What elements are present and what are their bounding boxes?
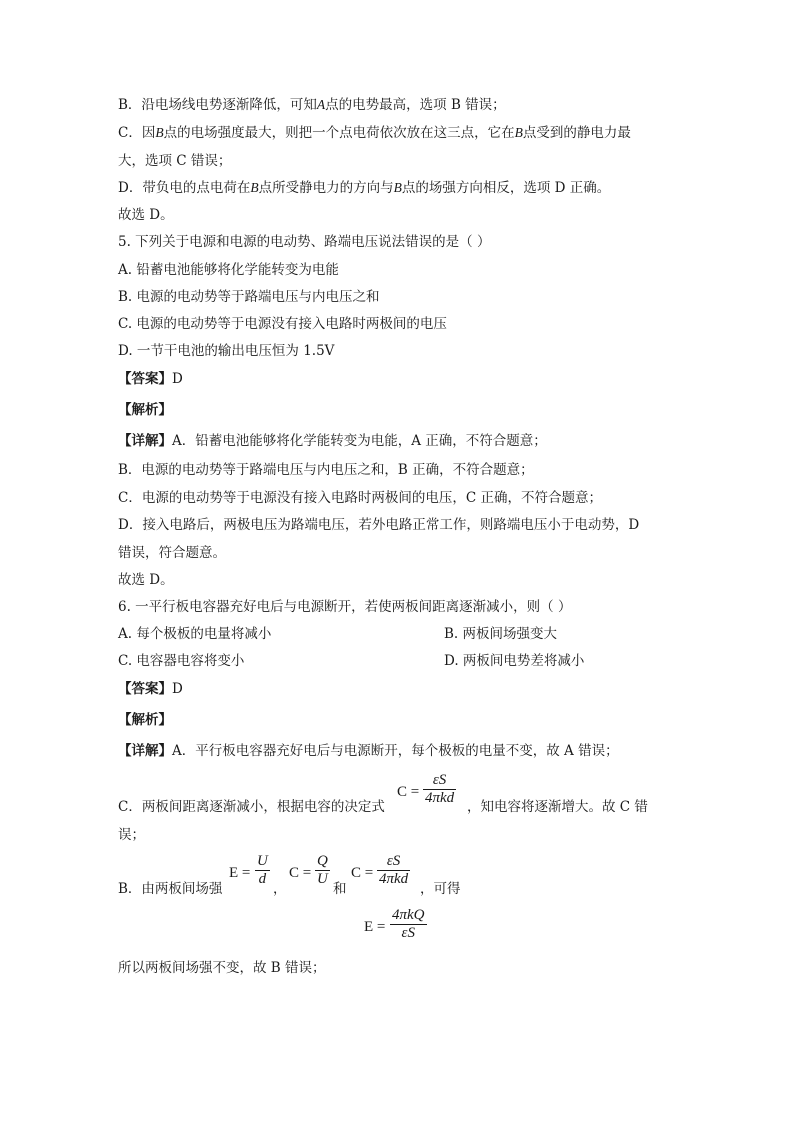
denominator: 4πkd: [425, 790, 455, 806]
capacitance-formula: [397, 772, 465, 816]
q5-option-b: B. 电源的电动势等于路端电压与内电压之和: [118, 289, 380, 305]
q6-detail-b-tail: ，可得: [420, 881, 461, 897]
detail-tag: 【详解】: [118, 743, 172, 759]
answer-value: D: [172, 371, 183, 387]
field-formula-e: [229, 853, 275, 897]
q5-answer: [118, 370, 183, 388]
text: 点的电势最高，选项 B 错误；: [325, 97, 506, 113]
denominator: d: [255, 870, 270, 888]
q5-analysis-tag: 【解析】: [118, 402, 172, 418]
answer-value: D: [172, 681, 183, 697]
question-5-stem: 5. 下列关于电源和电源的电动势、路端电压说法错误的是（ ）: [118, 234, 491, 250]
formula-lhs: C =: [351, 865, 374, 881]
q6-answer: [118, 680, 183, 698]
q5-option-c: C. 电源的电动势等于电源没有接入电路时两极间的电压: [118, 316, 447, 332]
var: B: [393, 180, 402, 195]
q6-conclusion: 所以两板间场强不变，故 B 错误；: [118, 960, 326, 976]
text: A．铅蓄电池能够将化学能转变为电能，A 正确，不符合题意；: [172, 433, 547, 449]
q6-detail-c-cont: 误；: [118, 827, 145, 843]
q5-detail-a: [118, 432, 547, 450]
option-c-explanation-cont: 大，选项 C 错误；: [118, 153, 232, 169]
denominator: U: [317, 871, 328, 887]
option-b-explanation: [118, 96, 506, 114]
select-answer: 故选 D。: [118, 207, 174, 223]
numerator: εS: [386, 853, 401, 869]
numerator: εS: [432, 772, 447, 788]
q6-detail-a: [118, 742, 619, 760]
and-text: 和: [333, 881, 347, 897]
numerator: U: [257, 853, 268, 869]
numerator: Q: [317, 853, 328, 869]
q6-option-c: C. 电容器电容将变小: [118, 653, 245, 669]
result-formula: [364, 907, 444, 951]
comma: ，: [273, 881, 287, 897]
text: 点所受静电力的方向与: [258, 180, 394, 196]
q6-option-a: A. 每个极板的电量将减小: [118, 626, 272, 642]
q5-option-d: D. 一节干电池的输出电压恒为 1.5V: [118, 343, 335, 359]
formula-fraction: [315, 853, 330, 888]
q6-analysis-tag: 【解析】: [118, 712, 172, 728]
formula-lhs: E =: [229, 865, 251, 881]
denominator: 4πkd: [379, 871, 409, 887]
formula-fraction: [255, 853, 270, 888]
formula-fraction: [423, 772, 456, 807]
formula-fraction: [390, 907, 427, 942]
text: B．沿电场线电势逐渐降低，可知: [118, 97, 317, 113]
q5-detail-c: C．电源的电动势等于电源没有接入电路时两极间的电压，C 正确，不符合题意；: [118, 490, 602, 506]
q5-detail-d-cont: 错误，符合题意。: [118, 545, 226, 561]
option-d-explanation: [118, 179, 610, 197]
var: B: [514, 125, 523, 140]
answer-tag: 【答案】: [118, 371, 172, 387]
q6-option-b: B. 两板间场强变大: [444, 626, 558, 642]
text: 点的场强方向相反，选项 D 正确。: [401, 180, 611, 196]
formula-lhs: C =: [289, 865, 312, 881]
formula-lhs: E =: [364, 919, 386, 935]
var: B: [155, 125, 164, 140]
text: C．因: [118, 125, 156, 141]
text: A．平行板电容器充好电后与电源断开，每个极板的电量不变，故 A 错误；: [172, 743, 619, 759]
detail-tag: 【详解】: [118, 433, 172, 449]
answer-tag: 【答案】: [118, 681, 172, 697]
q6-detail-c: C．两板间距离逐渐减小，根据电容的决定式: [118, 799, 385, 815]
text: 点的电场强度最大，则把一个点电荷依次放在这三点，它在: [163, 125, 515, 141]
option-c-explanation: [118, 124, 631, 142]
var: A: [316, 97, 326, 112]
q6-option-d: D. 两板间电势差将减小: [444, 653, 585, 669]
formula-fraction: [377, 853, 410, 888]
q6-detail-c-tail: ，知电容将逐渐增大。故 C 错: [467, 799, 648, 815]
q5-detail-d: D．接入电路后，两极电压为路端电压，若外电路正常工作，则路端电压小于电动势，D: [118, 517, 640, 533]
q5-select: 故选 D。: [118, 572, 174, 588]
q5-detail-b: B．电源的电动势等于路端电压与内电压之和，B 正确，不符合题意；: [118, 462, 534, 478]
capacitance-definition: [289, 853, 335, 897]
q6-detail-b: B．由两板间场强: [118, 881, 223, 897]
text: 点受到的静电力最: [522, 125, 631, 141]
numerator: 4πkQ: [392, 907, 425, 923]
text: D．带负电的点电荷在: [118, 180, 251, 196]
var: B: [250, 180, 259, 195]
q5-option-a: A. 铅蓄电池能够将化学能转变为电能: [118, 262, 339, 278]
denominator: εS: [390, 924, 427, 942]
question-6-stem: 6. 一平行板电容器充好电后与电源断开，若使两板间距离逐渐减小，则（ ）: [118, 599, 572, 615]
capacitance-determinant: [351, 853, 419, 897]
formula-lhs: C =: [397, 784, 420, 800]
